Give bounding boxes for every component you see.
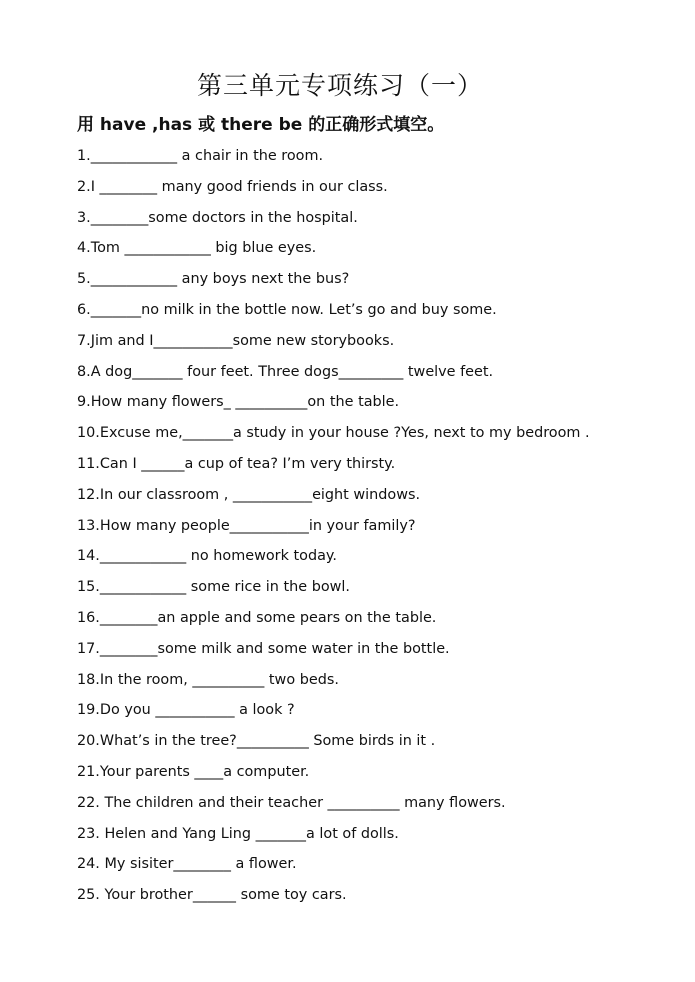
instruction-text: 用 have ,has 或 there be 的正确形式填空。 [77, 115, 445, 135]
question-item: 17.________some milk and some water in the bottle. [77, 640, 450, 657]
question-item: 3.________some doctors in the hospital. [77, 209, 358, 226]
question-item: 15.____________ some rice in the bowl. [77, 579, 350, 596]
question-item: 21.Your parents ____a computer. [77, 763, 310, 780]
question-item: 6._______no milk in the bottle now. Let’s go and buy some. [77, 301, 497, 318]
question-item: 22. The children and their teacher __________ many flowers. [77, 794, 506, 811]
question-item: 12.In our classroom , ___________eight windows. [77, 486, 421, 503]
question-item: 24. My sisiter________ a flower. [77, 856, 297, 873]
question-item: 19.Do you ___________ a look ? [77, 702, 295, 719]
question-item: 25. Your brother______ some toy cars. [77, 887, 347, 904]
question-item: 11.Can I ______a cup of tea? I’m very thirsty. [77, 455, 396, 472]
question-item: 23. Helen and Yang Ling _______a lot of dolls. [77, 825, 399, 842]
question-item: 18.In the room, __________ two beds. [77, 671, 339, 688]
question-item: 16.________an apple and some pears on the table. [77, 609, 437, 626]
question-item: 10.Excuse me,_______a study in your house ?Yes, next to my bedroom . [77, 425, 590, 442]
question-item: 8.A dog_______ four feet. Three dogs_________ twelve feet. [77, 363, 494, 380]
question-item: 7.Jim and I___________some new storybooks. [77, 332, 395, 349]
question-item: 13.How many people___________in your family? [77, 517, 416, 534]
question-item: 2.I ________ many good friends in our class. [77, 178, 388, 195]
question-item: 1.____________ a chair in the room. [77, 148, 324, 164]
question-item: 14.____________ no homework today. [77, 548, 337, 565]
question-list [77, 141, 667, 911]
question-item: 20.What’s in the tree?__________ Some birds in it . [77, 733, 436, 750]
question-item: 4.Tom ____________ big blue eyes. [77, 240, 317, 257]
page-title: 第三单元专项练习（一） [196, 71, 483, 100]
question-item: 5.____________ any boys next the bus? [77, 271, 350, 288]
question-item: 9.How many flowers_ __________on the table. [77, 394, 400, 411]
